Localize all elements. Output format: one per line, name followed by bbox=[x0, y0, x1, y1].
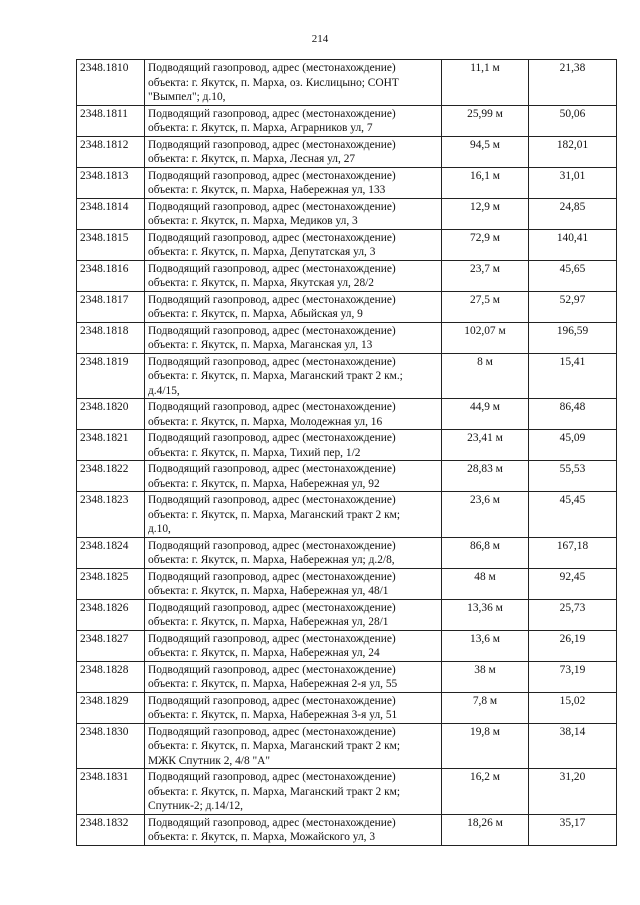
object-description-cell bbox=[145, 198, 442, 229]
length-cell: 23,41 м bbox=[442, 430, 529, 461]
page-number: 214 bbox=[311, 33, 329, 45]
description-line: объекта: г. Якутск, п. Марха, Молодежная ул, 16 bbox=[148, 415, 383, 428]
table-row bbox=[77, 353, 617, 399]
registry-number-cell: 2348.1832 bbox=[77, 814, 145, 845]
value-cell: 55,53 bbox=[529, 461, 617, 492]
value-cell: 25,73 bbox=[529, 599, 617, 630]
table-row bbox=[77, 492, 617, 538]
table-row bbox=[77, 769, 617, 815]
value-cell: 45,65 bbox=[529, 260, 617, 291]
registry-number-cell: 2348.1828 bbox=[77, 661, 145, 692]
object-description-cell bbox=[145, 692, 442, 723]
registry-number-cell: 2348.1823 bbox=[77, 492, 145, 538]
description-line: Подводящий газопровод, адрес (местонахождение) bbox=[148, 401, 396, 413]
object-description-cell bbox=[145, 599, 442, 630]
value-cell: 167,18 bbox=[529, 537, 617, 568]
object-description-cell bbox=[145, 399, 442, 430]
description-line: Подводящий газопровод, адрес (местонахождение) bbox=[148, 200, 396, 213]
length-cell: 48 м bbox=[442, 568, 529, 599]
description-line: объекта: г. Якутск, п. Марха, оз. Кислицыно; СОНТ bbox=[148, 76, 399, 89]
object-description-cell bbox=[145, 461, 442, 492]
length-cell: 38 м bbox=[442, 661, 529, 692]
object-description-cell bbox=[145, 568, 442, 599]
registry-number-cell: 2348.1819 bbox=[77, 353, 145, 399]
description-line: Подводящий газопровод, адрес (местонахождение) bbox=[148, 632, 396, 645]
description-line: Подводящий газопровод, адрес (местонахождение) bbox=[148, 601, 396, 614]
gas-pipeline-table bbox=[76, 59, 617, 846]
table-row bbox=[77, 814, 617, 845]
table-row bbox=[77, 537, 617, 568]
description-line: объекта: г. Якутск, п. Марха, Депутатская ул, 3 bbox=[148, 246, 376, 258]
object-description-cell bbox=[145, 291, 442, 322]
value-cell: 15,41 bbox=[529, 353, 617, 399]
description-line: Подводящий газопровод, адрес (местонахождение) bbox=[148, 355, 396, 368]
length-cell: 7,8 м bbox=[442, 692, 529, 723]
registry-number-cell: 2348.1820 bbox=[77, 399, 145, 430]
table-row bbox=[77, 599, 617, 630]
description-line: объекта: г. Якутск, п. Марха, Маганский тракт 2 км; bbox=[148, 508, 400, 521]
description-line: объекта: г. Якутск, п. Марха, Маганский тракт 2 км.; bbox=[148, 370, 403, 382]
table-row bbox=[77, 692, 617, 723]
table-body bbox=[77, 60, 617, 846]
description-line: Подводящий газопровод, адрес (местонахождение) bbox=[148, 494, 396, 506]
value-cell: 92,45 bbox=[529, 568, 617, 599]
description-line: Подводящий газопровод, адрес (местонахождение) bbox=[148, 62, 396, 74]
description-line: Подводящий газопровод, адрес (местонахождение) bbox=[148, 663, 396, 676]
description-line: Подводящий газопровод, адрес (местонахождение) bbox=[148, 107, 396, 120]
table-row bbox=[77, 568, 617, 599]
description-line: Подводящий газопровод, адрес (местонахождение) bbox=[148, 694, 396, 707]
description-line: Спутник-2; д.14/12, bbox=[148, 800, 244, 812]
description-line: объекта: г. Якутск, п. Марха, Набережная ул, 48/1 bbox=[148, 585, 389, 597]
description-line: объекта: г. Якутск, п. Марха, Набережная 3-я ул, 51 bbox=[148, 709, 398, 721]
description-line: объекта: г. Якутск, п. Марха, Маганская ул, 13 bbox=[148, 339, 373, 351]
description-line: объекта: г. Якутск, п. Марха, Набережная ул, 28/1 bbox=[148, 616, 389, 628]
table-row bbox=[77, 430, 617, 461]
object-description-cell bbox=[145, 661, 442, 692]
length-cell: 18,26 м bbox=[442, 814, 529, 845]
table-row bbox=[77, 661, 617, 692]
description-line: Подводящий газопровод, адрес (местонахождение) bbox=[148, 463, 396, 475]
table-row bbox=[77, 136, 617, 167]
value-cell: 35,17 bbox=[529, 814, 617, 845]
length-cell: 16,1 м bbox=[442, 167, 529, 198]
registry-number-cell: 2348.1811 bbox=[77, 105, 145, 136]
object-description-cell bbox=[145, 353, 442, 399]
length-cell: 19,8 м bbox=[442, 723, 529, 769]
table-row bbox=[77, 723, 617, 769]
value-cell: 196,59 bbox=[529, 322, 617, 353]
object-description-cell bbox=[145, 105, 442, 136]
registry-number-cell: 2348.1810 bbox=[77, 60, 145, 106]
description-line: объекта: г. Якутск, п. Марха, Абыйская ул, 9 bbox=[148, 308, 363, 320]
table-row bbox=[77, 630, 617, 661]
description-line: Подводящий газопровод, адрес (местонахождение) bbox=[148, 432, 396, 444]
length-cell: 27,5 м bbox=[442, 291, 529, 322]
table-row bbox=[77, 322, 617, 353]
description-line: объекта: г. Якутск, п. Марха, Набережная ул, 92 bbox=[148, 477, 380, 490]
object-description-cell bbox=[145, 723, 442, 769]
object-description-cell bbox=[145, 769, 442, 815]
registry-number-cell: 2348.1821 bbox=[77, 430, 145, 461]
registry-number-cell: 2348.1831 bbox=[77, 769, 145, 815]
registry-number-cell: 2348.1815 bbox=[77, 229, 145, 260]
registry-number-cell: 2348.1827 bbox=[77, 630, 145, 661]
value-cell: 86,48 bbox=[529, 399, 617, 430]
value-cell: 52,97 bbox=[529, 291, 617, 322]
length-cell: 11,1 м bbox=[442, 60, 529, 106]
value-cell: 24,85 bbox=[529, 198, 617, 229]
description-line: Подводящий газопровод, адрес (местонахождение) bbox=[148, 570, 396, 583]
length-cell: 12,9 м bbox=[442, 198, 529, 229]
description-line: объекта: г. Якутск, п. Марха, Лесная ул, 27 bbox=[148, 153, 356, 165]
description-line: д.4/15, bbox=[148, 384, 180, 397]
length-cell: 94,5 м bbox=[442, 136, 529, 167]
registry-number-cell: 2348.1826 bbox=[77, 599, 145, 630]
value-cell: 26,19 bbox=[529, 630, 617, 661]
table-row bbox=[77, 399, 617, 430]
object-description-cell bbox=[145, 630, 442, 661]
description-line: МЖК Спутник 2, 4/8 "А" bbox=[148, 754, 271, 767]
description-line: Подводящий газопровод, адрес (местонахождение) bbox=[148, 293, 396, 306]
registry-number-cell: 2348.1822 bbox=[77, 461, 145, 492]
description-line: объекта: г. Якутск, п. Марха, Набережная ул, 133 bbox=[148, 184, 386, 196]
value-cell: 45,09 bbox=[529, 430, 617, 461]
table-row bbox=[77, 291, 617, 322]
description-line: Подводящий газопровод, адрес (местонахождение) bbox=[148, 138, 396, 151]
description-line: "Вымпел"; д.10, bbox=[148, 91, 226, 103]
table-row bbox=[77, 198, 617, 229]
registry-number-cell: 2348.1829 bbox=[77, 692, 145, 723]
length-cell: 13,36 м bbox=[442, 599, 529, 630]
description-line: объекта: г. Якутск, п. Марха, Тихий пер, 1/2 bbox=[148, 446, 361, 459]
description-line: Подводящий газопровод, адрес (местонахождение) bbox=[148, 262, 396, 275]
description-line: объекта: г. Якутск, п. Марха, Якутская ул, 28/2 bbox=[148, 277, 375, 289]
description-line: Подводящий газопровод, адрес (местонахождение) bbox=[148, 231, 396, 244]
length-cell: 8 м bbox=[442, 353, 529, 399]
object-description-cell bbox=[145, 260, 442, 291]
length-cell: 44,9 м bbox=[442, 399, 529, 430]
description-line: Подводящий газопровод, адрес (местонахождение) bbox=[148, 169, 396, 182]
object-description-cell bbox=[145, 814, 442, 845]
description-line: объекта: г. Якутск, п. Марха, Аграрников ул, 7 bbox=[148, 122, 373, 134]
value-cell: 15,02 bbox=[529, 692, 617, 723]
description-line: объекта: г. Якутск, п. Марха, Медиков ул, 3 bbox=[148, 215, 358, 227]
registry-number-cell: 2348.1818 bbox=[77, 322, 145, 353]
description-line: объекта: г. Якутск, п. Марха, Можайского ул, 3 bbox=[148, 831, 376, 843]
length-cell: 13,6 м bbox=[442, 630, 529, 661]
description-line: объекта: г. Якутск, п. Марха, Набережная 2-я ул, 55 bbox=[148, 678, 398, 690]
length-cell: 23,6 м bbox=[442, 492, 529, 538]
description-line: Подводящий газопровод, адрес (местонахождение) bbox=[148, 725, 396, 738]
length-cell: 25,99 м bbox=[442, 105, 529, 136]
table-row bbox=[77, 60, 617, 106]
table-row bbox=[77, 167, 617, 198]
length-cell: 23,7 м bbox=[442, 260, 529, 291]
value-cell: 38,14 bbox=[529, 723, 617, 769]
object-description-cell bbox=[145, 430, 442, 461]
registry-number-cell: 2348.1830 bbox=[77, 723, 145, 769]
table-row bbox=[77, 105, 617, 136]
registry-number-cell: 2348.1824 bbox=[77, 537, 145, 568]
description-line: объекта: г. Якутск, п. Марха, Маганский тракт 2 км; bbox=[148, 785, 400, 798]
registry-number-cell: 2348.1813 bbox=[77, 167, 145, 198]
value-cell: 50,06 bbox=[529, 105, 617, 136]
description-line: Подводящий газопровод, адрес (местонахождение) bbox=[148, 324, 396, 337]
table-row bbox=[77, 461, 617, 492]
length-cell: 72,9 м bbox=[442, 229, 529, 260]
description-line: Подводящий газопровод, адрес (местонахождение) bbox=[148, 816, 396, 829]
description-line: Подводящий газопровод, адрес (местонахождение) bbox=[148, 771, 396, 783]
table-row bbox=[77, 260, 617, 291]
registry-number-cell: 2348.1816 bbox=[77, 260, 145, 291]
object-description-cell bbox=[145, 229, 442, 260]
value-cell: 140,41 bbox=[529, 229, 617, 260]
description-line: объекта: г. Якутск, п. Марха, Набережная ул; д.2/8, bbox=[148, 554, 395, 566]
value-cell: 182,01 bbox=[529, 136, 617, 167]
object-description-cell bbox=[145, 537, 442, 568]
object-description-cell bbox=[145, 167, 442, 198]
length-cell: 28,83 м bbox=[442, 461, 529, 492]
object-description-cell bbox=[145, 492, 442, 538]
length-cell: 86,8 м bbox=[442, 537, 529, 568]
registry-number-cell: 2348.1825 bbox=[77, 568, 145, 599]
length-cell: 16,2 м bbox=[442, 769, 529, 815]
value-cell: 31,01 bbox=[529, 167, 617, 198]
value-cell: 31,20 bbox=[529, 769, 617, 815]
description-line: объекта: г. Якутск, п. Марха, Маганский тракт 2 км; bbox=[148, 740, 400, 752]
table-row bbox=[77, 229, 617, 260]
object-description-cell bbox=[145, 60, 442, 106]
length-cell: 102,07 м bbox=[442, 322, 529, 353]
registry-number-cell: 2348.1812 bbox=[77, 136, 145, 167]
description-line: объекта: г. Якутск, п. Марха, Набережная ул, 24 bbox=[148, 647, 380, 659]
value-cell: 73,19 bbox=[529, 661, 617, 692]
registry-number-cell: 2348.1817 bbox=[77, 291, 145, 322]
description-line: д.10, bbox=[148, 523, 171, 535]
registry-number-cell: 2348.1814 bbox=[77, 198, 145, 229]
value-cell: 45,45 bbox=[529, 492, 617, 538]
value-cell: 21,38 bbox=[529, 60, 617, 106]
description-line: Подводящий газопровод, адрес (местонахождение) bbox=[148, 539, 396, 552]
object-description-cell bbox=[145, 322, 442, 353]
object-description-cell bbox=[145, 136, 442, 167]
